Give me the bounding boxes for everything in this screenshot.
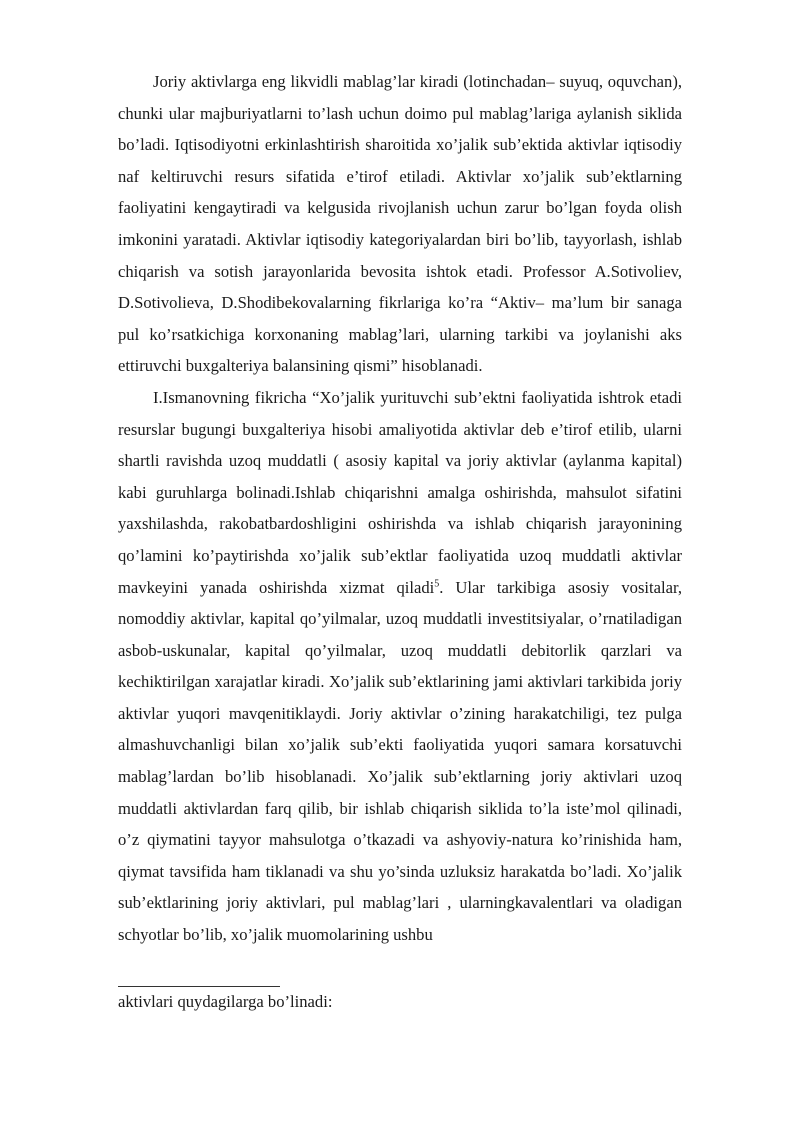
continuation-text: aktivlari quydagilarga bo’linadi: — [118, 992, 333, 1011]
paragraph-text-part-2: . Ular tarkibiga asosiy vositalar, nomoddiy aktivlar, kapital qo’yilmalar, uzoq muddatli investitsiyalar, o’rnatiladigan asbob-uskunalar, kapital qo’yilmalar, uzoq muddatli debitorlik qarzlari va kechiktirilgan xarajatlar kiradi. Xo’jalik sub’ektlarining jami aktivlari tarkibida joriy aktivlar yuqori mavqenitiklaydi. Joriy aktivlar o’zining harakatchiligi, tez pulga almashuvchanligi bilan xo’jalik sub’ekti faoliyatida yuqori samara korsatuvchi mablag’lardan bo’lib hisoblanadi. Xo’jalik sub’ektlarning joriy aktivlari uzoq muddatli aktivlardan farq qilib, bir ishlab chiqarish siklida to’la iste’mol qilinadi, o’z qiymatini tayyor mahsulotga o’tkazadi va ashyoviy-natura ko’rinishida ham, qiymat tavsifida ham tiklanadi va shu yo’sinda uzluksiz harakatda bo’ladi. Xo’jalik sub’ektlarining joriy aktivlari, pul mablag’lari , ularningkavalentlari va oladigan schyotlar bo’lib, xo’jalik muomolarining ushbu — [118, 577, 682, 945]
paragraph-text-part-1: I.Ismanovning fikricha “Xo’jalik yurituvchi sub’ektni faoliyatida ishtrok etadi resurslar bugungi buxgalteriya hisobi amaliyotida aktivlar deb e’tirof etilib, ularni shartli ravishda uzoq muddatli ( asosiy kapital va joriy aktivlar (aylanma kapital) kabi guruhlarga bolinadi.Ishlab chiqarishni amalga oshirishda, mahsulot sifatini yaxshilashda, rakobatbardoshligini oshirishda va ishlab chiqarish jarayonining qo’lamini ko’paytirishda xo’jalik sub’ektlar faoliyatida uzoq muddatli aktivlar mavkeyini yanada oshirishda xizmat qiladi — [118, 387, 682, 597]
paragraph-ismanov-opinion — [118, 382, 682, 951]
paragraph-assets-definition: Joriy aktivlarga eng likvidli mablag’lar kiradi (lotinchadan– suyuq, oquvchan), chunki ular majburiyatlarni to’lash uchun doimo pul mablag’lariga aylanish siklida bo’ladi. Iqtisodiyotni erkinlashtirish sharoitida xo’jalik sub’ektida aktivlar iqtisodiy naf keltiruvchi resurs sifatida e’tirof etiladi. Aktivlar xo’jalik sub’ektlarning faoliyatini kengaytiradi va kelgusida rivojlanish uchun zarur bo’lgan foyda olish imkonini yaratadi. Aktivlar iqtisodiy kategoriyalardan biri bo’lib, tayyorlash, ishlab chiqarish va sotish jarayonlarida bevosita ishtok etadi. Professor A.Sotivoliev, D.Sotivolieva, D.Shodibekovalarning fikrlariga ko’ra “Aktiv– ma’lum bir sanaga pul ko’rsatkichiga korxonaning mablag’lari, ularning tarkibi va joylanishi aks ettiruvchi buxgalteriya balansining qismi” hisoblanadi. — [118, 72, 682, 376]
footnote-reference[interactable]: 5 — [434, 577, 440, 589]
document-body — [118, 66, 682, 951]
